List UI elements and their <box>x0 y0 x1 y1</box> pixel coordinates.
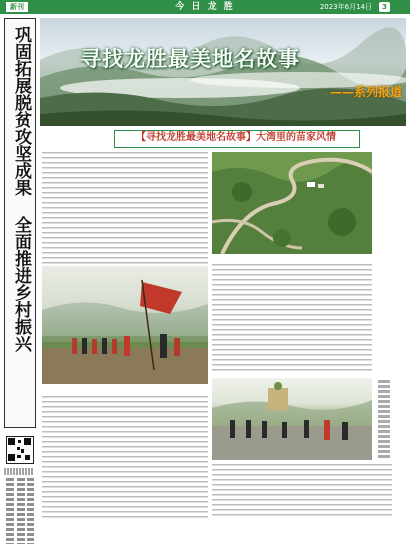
page-number-badge: 3 <box>379 2 390 12</box>
masthead: 今 日 龙 胜 <box>175 2 235 12</box>
photo-caption <box>42 386 208 392</box>
photo-caption <box>212 256 372 262</box>
credit-column <box>17 478 25 544</box>
article-headline: 【寻找龙胜最美地名故事】大湾里的苗家风情 <box>136 132 336 143</box>
photo-procession <box>42 266 208 384</box>
article-text-block <box>212 264 372 374</box>
photo-aerial-road <box>212 152 372 254</box>
credit-column <box>27 478 34 544</box>
slogan-text: 巩固拓展脱贫攻坚成果 全面推进乡村振兴 <box>11 26 31 352</box>
article-text-block <box>42 396 208 518</box>
section-tag: 新刊 <box>6 2 28 12</box>
article-text-block <box>212 464 392 518</box>
issue-date: 2023年6月14日 <box>319 3 372 11</box>
banner-title: 寻找龙胜最美地名故事 <box>80 46 300 71</box>
article-text-block <box>42 152 208 264</box>
photo-dancers <box>212 378 372 460</box>
banner-subtitle: ——系列报道 <box>329 85 402 99</box>
qr-code <box>6 436 34 464</box>
credit-column <box>6 478 14 544</box>
qr-caption <box>4 468 34 475</box>
banner-image <box>40 18 406 126</box>
vertical-photo-caption <box>378 380 390 458</box>
